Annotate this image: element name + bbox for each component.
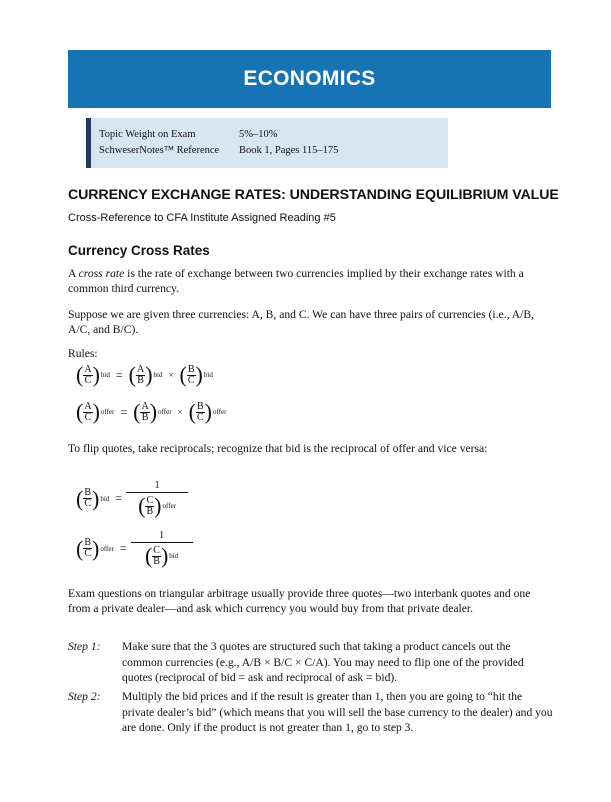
subscript: offer [162,502,176,510]
subscript: offer [158,408,172,416]
rule-bid-equation: ( $\frac{A}{C}$ ) bid = ( $\frac{A}{B}$ ) bid × ( $\frac{B}{C}$ ) bid [76,362,213,387]
p1-emphasis: cross rate [78,267,125,280]
reciprocal-numerator: 1 [131,530,193,543]
reference-value: Book 1, Pages 115–175 [239,145,339,156]
subscript: offer [100,544,114,553]
cross-rate-definition [68,266,554,296]
step-2 [68,689,554,736]
times-sign: × [177,407,183,417]
equals-sign: = [119,541,127,555]
step-1 [68,639,554,686]
topic-info-box [86,118,448,168]
frac-den: B [153,555,160,567]
frac-num: A [84,363,92,375]
subscript: offer [212,408,227,416]
frac-den: B [146,505,154,517]
frac-num: B [196,400,204,412]
rule-offer-equation: ( $\frac{A}{C}$ ) offer = ( $\frac{A}{B}$ ) offer × ( $\frac{B}{C}$ ) offer [76,399,227,424]
subsection-title: Currency Cross Rates [68,243,210,258]
reference-label: SchweserNotes™ Reference [99,145,220,156]
p1-text-b: is the rate of exchange between two currencies implied by their exchange rates with a common third currency. [68,267,524,295]
topic-weight-label: Topic Weight on Exam [99,129,196,140]
cross-reference: Cross-Reference to CFA Institute Assigned Reading #5 [68,212,336,224]
rules-label: Rules: [68,347,98,360]
subscript: bid [203,371,213,379]
frac-den: C [84,374,92,386]
frac-num: A [141,400,149,412]
reference-row [99,143,448,159]
section-title: CURRENCY EXCHANGE RATES: UNDERSTANDING EQUILIBRIUM VALUE [68,187,559,203]
subscript: bid [100,494,110,503]
chapter-banner [68,50,551,108]
step-2-label: Step 2: [68,690,101,703]
reciprocal-fraction: 1 ( $\frac{C}{B}$ ) offer [126,480,188,517]
frac-num: B [187,363,195,375]
equals-sign: = [115,367,123,382]
times-sign: × [168,370,174,380]
frac-den: B [141,411,149,423]
frac-den: C [84,411,92,423]
step-1-text: Make sure that the 3 quotes are structured such that taking a product cancels out the common currencies (e.g., A/B × B/C × C/A). You may need to flip one of the provided quotes (reciprocal of bid = ask and reciprocal of ask = bid). [122,640,524,684]
topic-weight-value: 5%–10% [239,129,278,140]
frac-num: C [146,494,154,506]
frac-den: C [84,498,91,509]
step-1-label: Step 1: [68,640,101,653]
equals-sign: = [120,404,128,419]
reciprocal-fraction: 1 ( $\frac{C}{B}$ ) bid [131,530,193,567]
topic-weight-row [99,127,448,143]
frac-num: A [84,400,92,412]
reciprocal-numerator: 1 [126,480,188,493]
p1-text-a: A [68,267,79,280]
frac-num: A [136,363,145,375]
step-2-text: Multiply the bid prices and if the result is greater than 1, then you are going to “hit the private dealer’s bid” (which means that you will sell the base currency to the dealer) and you are done. Only if the product is not greater than 1, go to step 3. [122,690,553,734]
flip-offer-equation: ( $\frac{B}{C}$ ) offer = 1 ( $\frac{C}{B}$ ) bid [76,530,193,567]
flip-quotes-paragraph: To flip quotes, take reciprocals; recognize that bid is the reciprocal of offer and vice versa: [68,442,488,455]
subscript: bid [100,371,110,379]
frac-den: C [84,548,91,559]
equals-sign: = [115,491,123,505]
frac-num: B [84,537,91,548]
frac-den: B [137,374,144,386]
currencies-paragraph: Suppose we are given three currencies: A, B, and C. We can have three pairs of currencies (i.e., A/B, A/C, and B/C). [68,308,534,336]
frac-num: C [153,544,160,556]
frac-den: C [187,374,195,386]
subscript: bid [153,371,163,379]
frac-den: C [196,411,204,423]
chapter-title: ECONOMICS [243,67,376,90]
frac-num: B [84,487,91,498]
flip-bid-equation: ( $\frac{B}{C}$ ) bid = 1 ( $\frac{C}{B}$ ) offer [76,480,188,517]
subscript: offer [100,408,115,416]
subscript: bid [169,552,179,560]
triangular-arbitrage-paragraph: Exam questions on triangular arbitrage usually provide three quotes—two interbank quotes and one from a private dealer—and ask which currency you would buy from that private dealer. [68,587,531,615]
